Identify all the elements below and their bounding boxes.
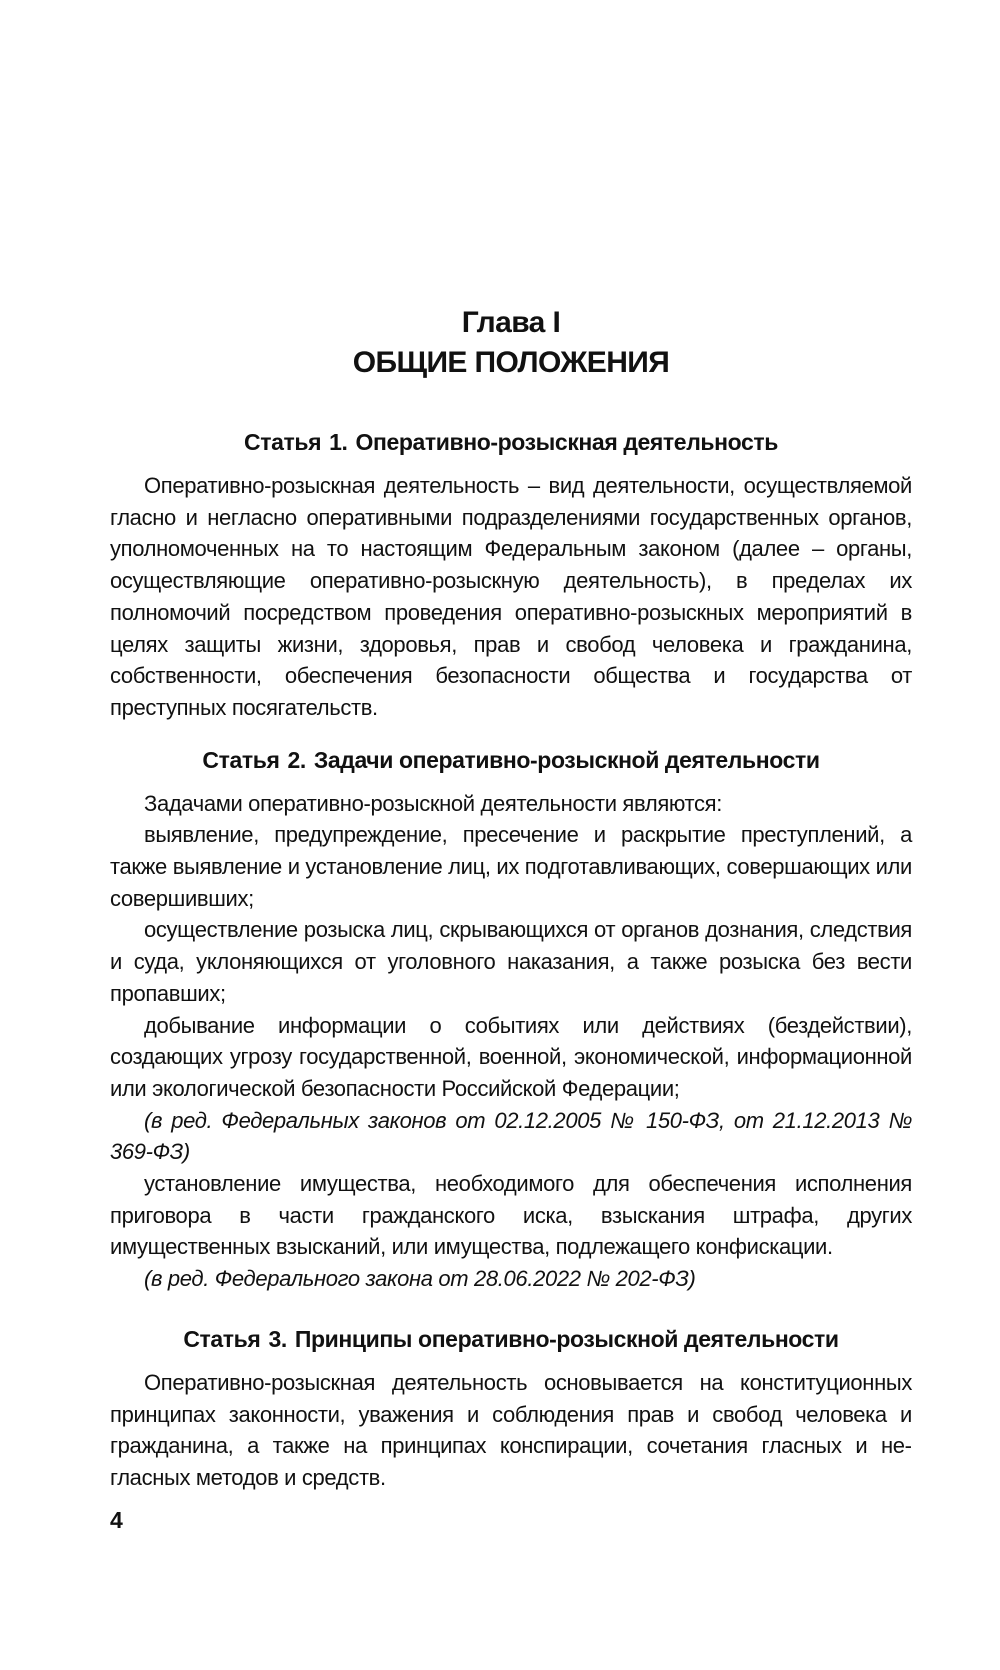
- article-3-heading: [110, 1325, 912, 1353]
- article-1-heading: [110, 428, 912, 456]
- page-number: 4: [110, 1507, 123, 1533]
- article-1-title: Оперативно-розыскная деятельность: [355, 429, 778, 455]
- article-2-number: 2.: [287, 746, 306, 773]
- page-content: [110, 306, 912, 1494]
- article-1-number: 1.: [329, 429, 348, 455]
- article-2-paragraph-2: выявление, предупреждение, пресечение и раскрытие преступлений, а также выявление и установление лиц, их подготавливающих, совершающих или совершивших;: [110, 822, 912, 911]
- article-2-paragraph-5: установление имущества, необходимого для обеспечения исполнения приговора в части гражданского иска, взыскания штрафа, других имущественных взысканий, или имущества, подлежащего конфискации.: [110, 1171, 912, 1260]
- article-2-heading: [110, 746, 912, 774]
- article-3-paragraph-1: Оперативно-розыскная деятельность основывается на конституционных принципах законности, уважения и соблюдения прав и свобод человека и гражданина, а также на принципах конспирации, сочетания гласных и негласных методов и средств.: [110, 1369, 912, 1490]
- article-2-amendment-note-2: (в ред. Федерального закона от 28.06.2022 № 202-ФЗ): [144, 1266, 696, 1292]
- article-2-label: Статья: [202, 746, 280, 773]
- article-2-paragraph-1: Задачами оперативно-розыскной деятельности являются:: [144, 790, 723, 816]
- chapter-subtitle: ОБЩИЕ ПОЛОЖЕНИЯ: [352, 346, 670, 379]
- article-1-label: Статья: [244, 429, 322, 455]
- article-3-label: Статья: [183, 1325, 261, 1352]
- article-3-number: 3.: [268, 1325, 287, 1352]
- article-1-paragraph-1: Оперативно-розыскная деятельность – вид деятельности, осуществляемой гласно и негласно оперативными подразделениями государственных органов, уполномоченных на то настоящим Федеральным законом (далее – органы, осуществляющие оперативно-розыскную деятельность), в пределах их полномочий посредством проведения оперативно-розыскных мероприятий в целях защиты жизни, здоровья, прав и свобод человека и гражданина, собственности, обеспечения безопасности общества и государства от преступных посягательств.: [110, 473, 912, 720]
- article-2-amendment-note-1: (в ред. Федеральных законов от 02.12.2005 № 150-ФЗ, от 21.12.2013 № 369-ФЗ): [110, 1107, 912, 1165]
- article-3-title: Принципы оперативно-розыскной деятельности: [294, 1325, 839, 1352]
- chapter-title: Глава I: [461, 306, 561, 339]
- article-2-paragraph-3: осуществление розыска лиц, скрывающихся от органов дознания, следствия и суда, уклоняющихся от уголовного наказания, а также розыска без вести пропавших;: [110, 917, 912, 1006]
- article-2-title: Задачи оперативно-розыскной деятельности: [313, 746, 820, 773]
- article-2-paragraph-4: добывание информации о событиях или действиях (бездействии), создающих угрозу государственной, военной, экономической, информационной или экологической безопасности Российской Федерации;: [110, 1012, 912, 1101]
